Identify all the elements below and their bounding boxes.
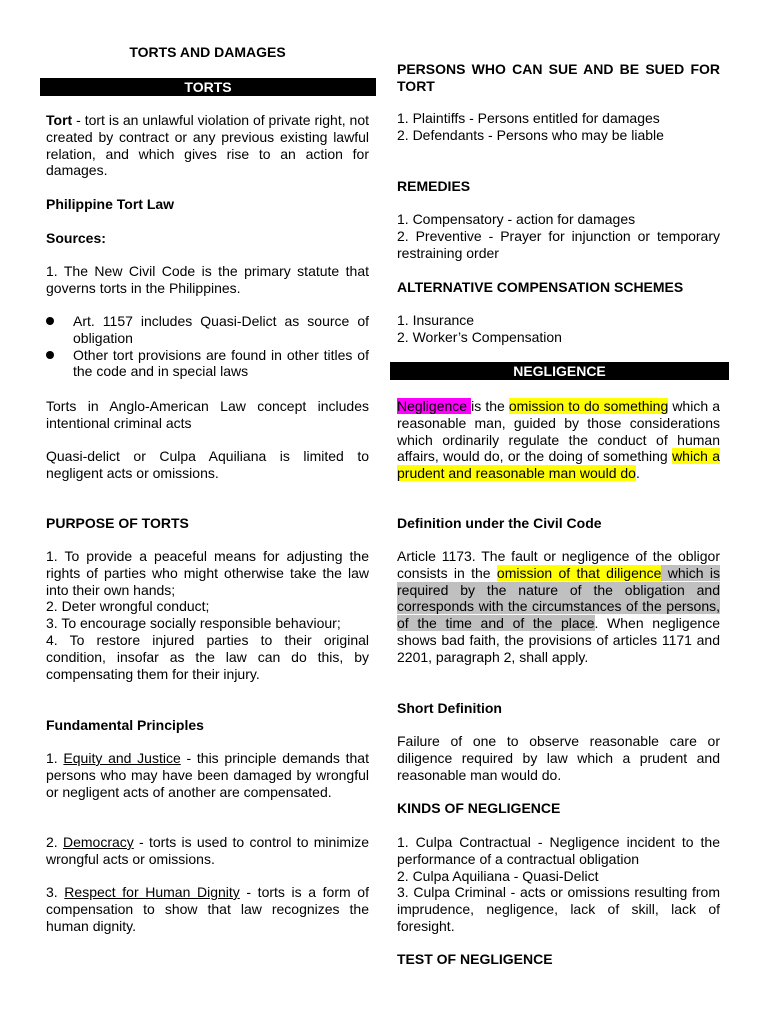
principle-term: Respect for Human Dignity [64, 884, 240, 900]
highlight-prudent-man: which a prudent and reasonable man would do [397, 448, 720, 482]
anglo-american-note: Torts in Anglo-American Law concept includes intentional criminal acts [46, 398, 369, 431]
persons-heading: PERSONS WHO CAN SUE AND BE SUED FOR TORT [397, 61, 720, 94]
principle-item [46, 884, 369, 934]
kind-item: 3. Culpa Criminal - acts or omissions resulting from imprudence, negligence, lack of skill, lack of foresight. [397, 884, 720, 934]
civil-code-definition-heading: Definition under the Civil Code [397, 515, 602, 531]
bullet-item: Art. 1157 includes Quasi-Delict as source of obligation [46, 313, 369, 347]
persons-list [397, 110, 720, 144]
highlight-omission-diligence: omission of that diligence [496, 564, 662, 581]
remedies-list [397, 211, 720, 261]
principle-term: Equity and Justice [63, 750, 181, 766]
section-bar-torts: TORTS [40, 78, 376, 96]
alternative-item: 2. Worker’s Compensation [397, 328, 562, 345]
short-definition-heading: Short Definition [397, 700, 502, 716]
negligence-definition [397, 398, 720, 482]
person-item: 1. Plaintiffs - Persons entitled for damages [397, 110, 660, 126]
source-item-1: 1. The New Civil Code is the primary statute that governs torts in the Philippines. [46, 263, 369, 296]
alternative-compensation-heading: ALTERNATIVE COMPENSATION SCHEMES [397, 279, 684, 295]
highlight-omission: omission to do something [508, 398, 669, 414]
remedy-item: 1. Compensatory - action for damages [397, 211, 636, 227]
article-1173-text [397, 548, 720, 666]
short-definition-text: Failure of one to observe reasonable care or diligence required by law which a prudent and reasonable man would do. [397, 733, 720, 783]
purpose-item: 2. Deter wrongful conduct; [46, 598, 210, 615]
principle-number: 2. [46, 834, 63, 850]
principle-text: - torts is a form of compensation to show that law recognizes the human dignity. [46, 884, 369, 934]
tort-definition [46, 112, 369, 179]
kinds-list [397, 834, 720, 935]
principle-text: - torts is used to control to minimize wrongful acts or omissions. [46, 834, 369, 867]
sources-bullet-list [46, 313, 369, 380]
person-item: 2. Defendants - Persons who may be liable [397, 126, 664, 143]
negligence-text: . [635, 465, 640, 482]
quasi-delict-note: Quasi-delict or Culpa Aquiliana is limited to negligent acts or omissions. [46, 448, 369, 481]
remedy-item: 2. Preventive - Prayer for injunction or temporary restraining order [397, 227, 720, 261]
bullet-item: Other tort provisions are found in other titles of the code and in special laws [46, 347, 369, 381]
principle-number: 3. [46, 884, 65, 900]
principle-term: Democracy [62, 834, 134, 850]
purpose-item: 1. To provide a peaceful means for adjusting the rights of parties who might otherwise take the law into their own hands; [46, 548, 369, 598]
principle-item [46, 750, 369, 800]
kinds-of-negligence-heading: KINDS OF NEGLIGENCE [397, 800, 561, 816]
negligence-term: Negligence [397, 398, 472, 414]
test-of-negligence-heading: TEST OF NEGLIGENCE [397, 951, 553, 967]
purpose-item: 3. To encourage socially responsible behaviour; [46, 615, 341, 632]
article-text: . When negligence shows bad faith, the provisions of articles 1171 and 2201, paragraph 2, shall apply. [397, 615, 720, 665]
tort-definition-text: - tort is an unlawful violation of private right, not created by contract or any previous existing lawful relation, and which gives rise to an action for damages. [46, 112, 369, 179]
tort-term: Tort [46, 112, 73, 128]
section-bar-negligence: NEGLIGENCE [390, 362, 729, 380]
purposes-list [46, 548, 369, 682]
kind-item: 2. Culpa Aquiliana - Quasi-Delict [397, 867, 599, 884]
remedies-heading: REMEDIES [397, 178, 471, 194]
principle-number: 1. [46, 750, 64, 766]
fundamental-principles-heading: Fundamental Principles [46, 717, 204, 733]
negligence-text: which a reasonable man, guided by those considerations which ordinarily regulate the conduct of human affairs, would do, or the doing of something [397, 398, 720, 465]
purpose-item: 4. To restore injured parties to their original condition, insofar as the law can do this, by compensating them for their injury. [46, 631, 369, 682]
principle-item [46, 834, 369, 868]
alternative-compensation-list [397, 312, 720, 346]
highlight-gray-passage: which is required by the nature of the obligation and corresponds with the circumstances of the persons, of the time and of the place [397, 564, 720, 632]
document-title: TORTS AND DAMAGES [129, 44, 286, 60]
philippine-tort-law-heading: Philippine Tort Law [46, 196, 175, 212]
purpose-of-torts-heading: PURPOSE OF TORTS [46, 515, 189, 531]
alternative-item: 1. Insurance [397, 312, 475, 328]
principle-text: - this principle demands that persons who may have been damaged by wrongful or negligent acts of another are compensated. [46, 750, 369, 800]
negligence-text: is the [471, 398, 509, 414]
article-text: Article 1173. The fault or negligence of the obligor consists in the [397, 548, 720, 581]
sources-heading: Sources: [46, 230, 106, 246]
kind-item: 1. Culpa Contractual - Negligence incident to the performance of a contractual obligation [397, 834, 720, 867]
